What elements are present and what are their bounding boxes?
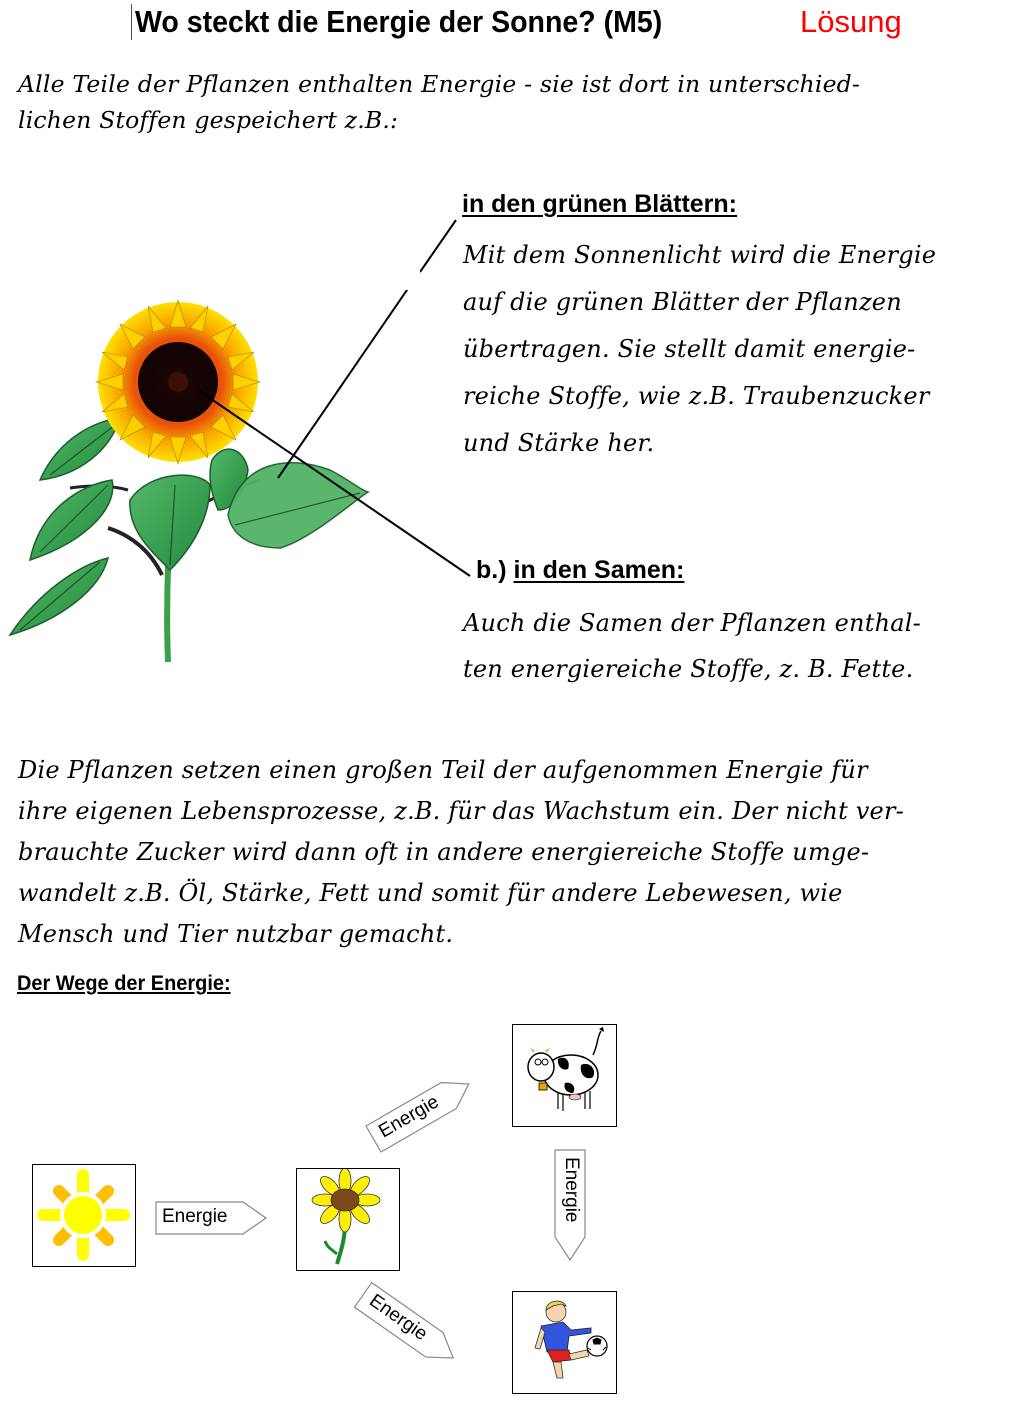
sun-node	[32, 1164, 136, 1267]
sunflower-plant-illustration	[0, 290, 480, 680]
leaves-line: und Stärke her.	[463, 429, 655, 457]
sunflower-node	[296, 1168, 400, 1271]
arrow-label: Energie	[375, 1091, 443, 1143]
leaves-heading	[462, 190, 737, 219]
seeds-prefix: b.)	[476, 556, 507, 584]
pointer-line	[420, 210, 460, 290]
energy-arrow-cow-to-boy	[554, 1149, 586, 1263]
paragraph-line: ihre eigenen Lebensprozesse, z.B. für das Wachstum ein. Der nicht ver-	[18, 797, 904, 825]
seeds-line: ten energiereiche Stoffe, z. B. Fette.	[463, 655, 914, 683]
intro-line: lichen Stoffen gespeichert z.B.:	[18, 106, 399, 134]
intro-text	[18, 66, 1023, 138]
seeds-text	[463, 600, 921, 692]
page-title: Wo steckt die Energie der Sonne? (M5)	[135, 4, 663, 39]
text-cursor	[131, 4, 132, 40]
paragraph-line: wandelt z.B. Öl, Stärke, Fett und somit für andere Lebewesen, wie	[18, 879, 843, 907]
leaves-heading-text: in den grünen Blättern:	[462, 190, 737, 218]
leaves-line: reiche Stoffe, wie z.B. Traubenzucker	[463, 382, 930, 410]
boy-playing-football-icon	[513, 1292, 615, 1392]
boy-node	[512, 1291, 617, 1394]
cow-icon	[513, 1025, 615, 1125]
paragraph-line: brauchte Zucker wird dann oft in andere energiereiche Stoffe umge-	[18, 838, 870, 866]
sun-icon	[33, 1165, 134, 1265]
paragraph-line: Mensch und Tier nutzbar gemacht.	[18, 920, 454, 948]
energy-arrow-sunflower-to-boy	[353, 1281, 465, 1373]
arrow-label: Energie	[162, 1206, 228, 1227]
cow-node	[512, 1024, 617, 1127]
energy-use-paragraph	[18, 750, 904, 955]
arrow-label: Energie	[365, 1290, 432, 1345]
leaves-line: Mit dem Sonnenlicht wird die Energie	[463, 241, 937, 269]
seeds-heading	[476, 556, 684, 585]
arrow-label: Energie	[561, 1157, 582, 1223]
seeds-heading-text: in den Samen:	[513, 556, 685, 584]
leaves-line: übertragen. Sie stellt damit energie-	[463, 335, 916, 363]
intro-line: Alle Teile der Pflanzen enthalten Energie - sie ist dort in unterschied-	[18, 70, 861, 98]
energy-arrow-sun-to-sunflower	[155, 1201, 269, 1235]
seeds-line: Auch die Samen der Pflanzen enthal-	[463, 609, 921, 637]
leaves-line: auf die grünen Blätter der Pflanzen	[463, 288, 902, 316]
energy-path-heading: Der Wege der Energie:	[17, 972, 231, 995]
sunflower-icon	[297, 1169, 398, 1269]
paragraph-line: Die Pflanzen setzen einen großen Teil der aufgenommen Energie für	[18, 756, 868, 784]
energy-arrow-sunflower-to-cow	[365, 1069, 480, 1154]
solution-label: Lösung	[800, 4, 902, 39]
leaves-text	[463, 232, 936, 467]
